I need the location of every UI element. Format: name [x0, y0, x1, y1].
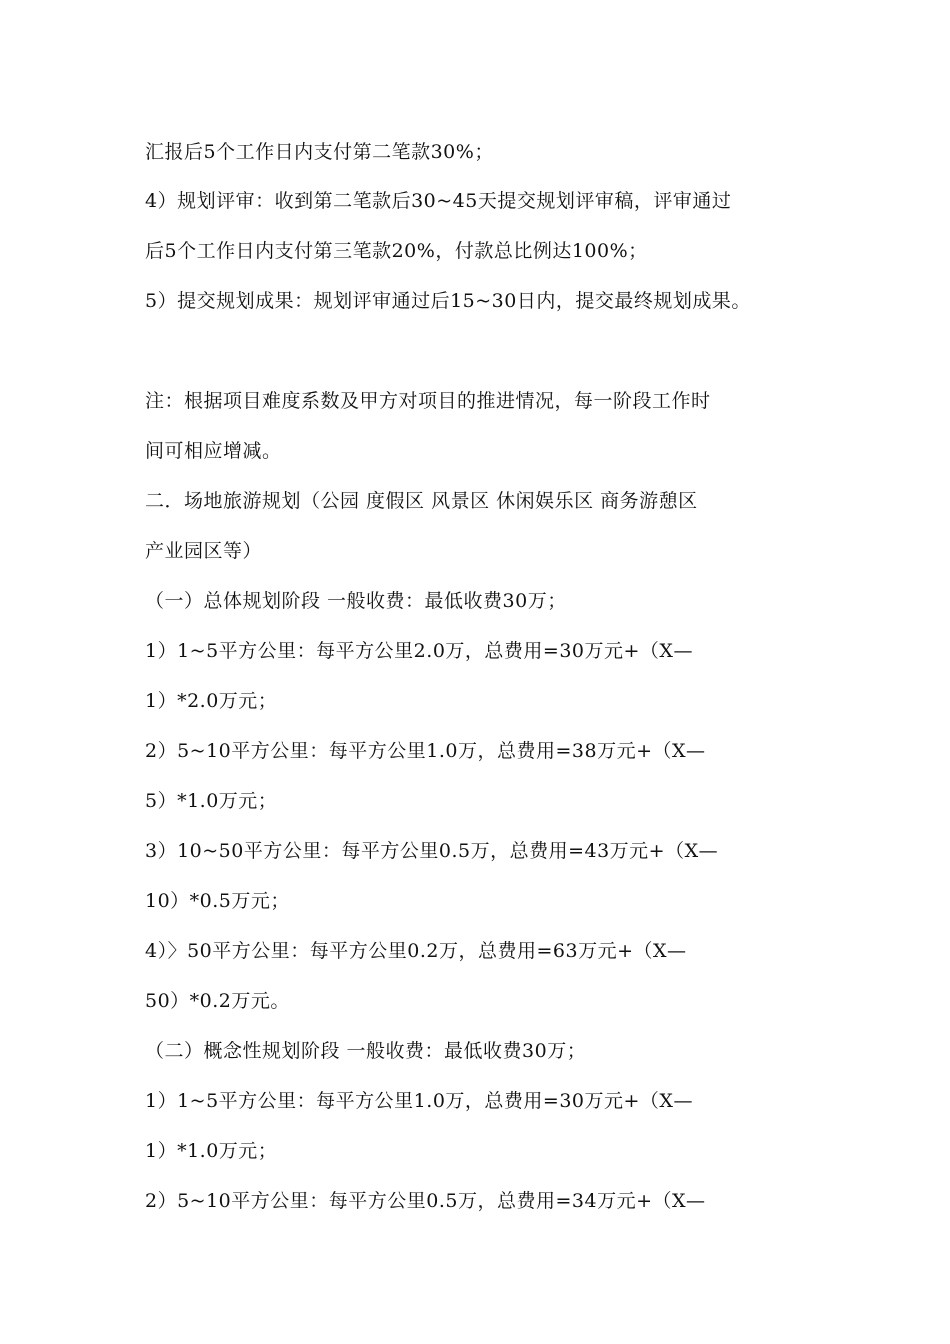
list-item: 1）1~5平方公里：每平方公里1.0万，总费用=30万元+（X— — [145, 1090, 693, 1112]
list-item: 10）*0.5万元； — [145, 890, 290, 912]
list-item: 5）*1.0万元； — [145, 790, 278, 812]
list-item: 1）*1.0万元； — [145, 1140, 278, 1162]
note-line: 注：根据项目难度系数及甲方对项目的推进情况，每一阶段工作时 — [145, 390, 711, 412]
list-item: 2）5~10平方公里：每平方公里0.5万，总费用=34万元+（X— — [145, 1190, 706, 1212]
list-item: 50）*0.2万元。 — [145, 990, 290, 1012]
text-line: 5）提交规划成果：规划评审通过后15~30日内，提交最终规划成果。 — [145, 290, 751, 312]
text-line: 后5个工作日内支付第三笔款20%，付款总比例达100%； — [145, 240, 648, 262]
subsection-heading: （一）总体规划阶段 一般收费：最低收费30万； — [145, 590, 567, 612]
list-item: 4）〉50平方公里：每平方公里0.2万，总费用=63万元+（X— — [145, 940, 687, 962]
text-line: 汇报后5个工作日内支付第二笔款30%； — [145, 141, 494, 163]
list-item: 3）10~50平方公里：每平方公里0.5万，总费用=43万元+（X— — [145, 840, 719, 862]
list-item: 1）1~5平方公里：每平方公里2.0万，总费用=30万元+（X— — [145, 640, 693, 662]
list-item: 1）*2.0万元； — [145, 690, 278, 712]
subsection-heading: （二）概念性规划阶段 一般收费：最低收费30万； — [145, 1040, 587, 1062]
section-heading: 产业园区等） — [145, 540, 263, 562]
text-line: 4）规划评审：收到第二笔款后30~45天提交规划评审稿，评审通过 — [145, 190, 732, 212]
note-line: 间可相应增减。 — [145, 440, 282, 462]
list-item: 2）5~10平方公里：每平方公里1.0万，总费用=38万元+（X— — [145, 740, 706, 762]
section-heading: 二．场地旅游规划（公园 度假区 风景区 休闲娱乐区 商务游憩区 — [145, 490, 698, 512]
